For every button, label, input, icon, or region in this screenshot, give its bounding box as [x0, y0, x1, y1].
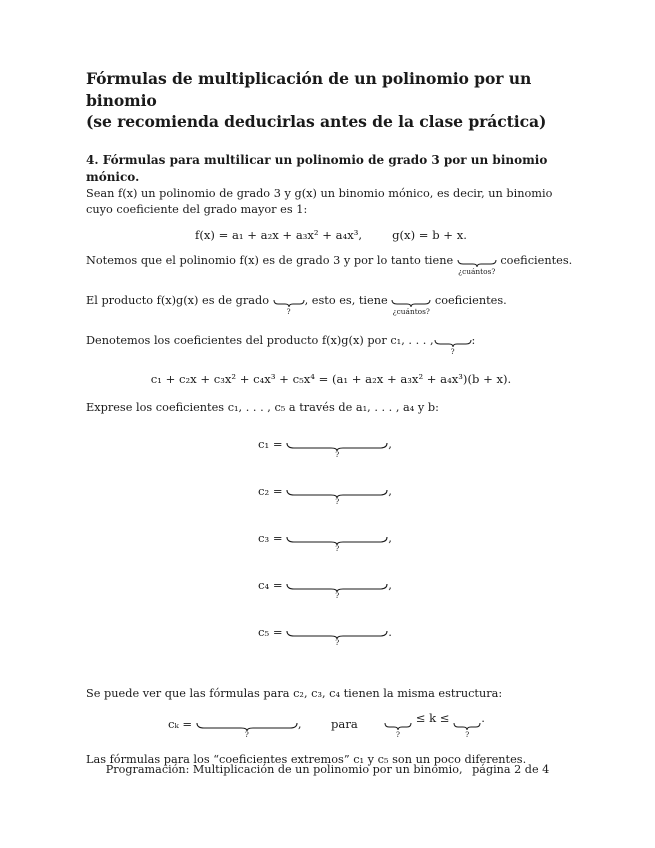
equation-product: c₁ + c₂x + c₃x² + c₄x³ + c₅x⁴ = (a₁ + a₂x + a₃x² + a₄x³)(b + x).	[150, 372, 512, 387]
answer-blank-brace[interactable]	[286, 577, 388, 599]
equation-end: ,	[388, 483, 392, 498]
brace-label: ?	[335, 543, 340, 553]
equation-c4	[258, 577, 392, 599]
title-line-2: (se recomienda deducirlas antes de la clase práctica)	[86, 112, 547, 132]
general-comma: ,	[297, 716, 302, 731]
producto-text-a: El producto	[86, 294, 157, 308]
equation-end: ,	[388, 577, 392, 592]
general-para: para	[331, 716, 358, 731]
producto-text-b: es de grado	[198, 294, 273, 308]
equation-lhs: c₄ =	[258, 577, 283, 592]
equation-end: .	[388, 624, 392, 639]
estructura-cs: c₂, c₃, c₄	[293, 686, 341, 700]
intro-text-a: Sean	[86, 186, 119, 200]
answer-blank-brace[interactable]	[384, 716, 412, 738]
notemos-text-d: coeficientes.	[496, 254, 573, 268]
exprese-b: b	[427, 400, 436, 414]
notemos-text-b: es de grado	[258, 254, 334, 268]
estructura-text-a: Se puede ver que las fórmulas para	[86, 686, 294, 700]
brace-label: ?	[335, 496, 340, 506]
denotemos-c1: c₁, . . . ,	[390, 334, 434, 348]
page-content	[86, 68, 576, 768]
answer-blank-brace[interactable]	[273, 293, 305, 315]
answer-blank-brace[interactable]	[286, 624, 388, 646]
equation-lhs: c₅ =	[258, 624, 283, 639]
intro-text-e: :	[303, 202, 308, 216]
brace-label: ?	[335, 590, 340, 600]
brace-label: ¿cuántos?	[392, 307, 430, 317]
notemos-text-a: Notemos que el polinomio	[86, 254, 240, 268]
brace-label: ?	[335, 637, 340, 647]
denotemos-fg: f(x)g(x)	[321, 334, 364, 348]
denotemos-colon: :	[471, 334, 476, 348]
denotemos-text-b: por	[363, 334, 391, 348]
extremos-text-c: son un poco diferentes.	[388, 752, 527, 766]
section-heading: 4. Fórmulas para multilicar un polinomio de grado 3 por un binomio mónico.	[86, 152, 548, 184]
equation-end: ,	[388, 436, 392, 451]
exprese-cs: c₁, . . . , c₅	[227, 400, 286, 414]
title-line-1: Fórmulas de multiplicación de un polinomio por un binomio	[86, 69, 532, 110]
answer-blank-brace[interactable]	[434, 333, 472, 355]
answer-blank-brace[interactable]	[286, 483, 388, 505]
intro-text-c: y	[280, 186, 295, 200]
brace-label: ?	[244, 729, 249, 739]
intro-paragraph	[86, 186, 576, 218]
notemos-text-c: y por lo tanto tiene	[340, 254, 457, 268]
intro-fx: f(x)	[118, 186, 138, 200]
brace-label: ?	[450, 347, 455, 357]
extremos-c5: c₅	[377, 752, 389, 766]
exprese-text-b: a través de	[285, 400, 356, 414]
answer-blank-brace[interactable]	[286, 530, 388, 552]
section-4	[86, 152, 576, 768]
answer-blank-brace[interactable]	[286, 436, 388, 458]
notemos-degree: 3	[333, 254, 341, 268]
brace-label: ?	[396, 729, 400, 739]
equation-lhs: c₃ =	[258, 530, 283, 545]
answer-blank-brace[interactable]	[391, 293, 431, 315]
intro-degree: 3	[273, 186, 281, 200]
producto-text-d: coeficientes.	[431, 294, 507, 308]
equation-c3	[258, 530, 392, 552]
exprese-text-a: Exprese los coeficientes	[86, 400, 228, 414]
extremos-text-b: y	[364, 752, 378, 766]
exprese-text-d: :	[435, 400, 439, 414]
estructura-text-b: tienen la misma estructura:	[340, 686, 503, 700]
brace-label: ?	[335, 449, 340, 459]
notemos-paragraph	[86, 253, 576, 283]
answer-blank-brace[interactable]	[457, 253, 497, 275]
exprese-paragraph	[86, 400, 576, 416]
footer-page-number: página 2 de 4	[472, 763, 550, 776]
equation-end: ,	[388, 530, 392, 545]
extremos-text-a: Las fórmulas para los “coeficientes extremos”	[86, 752, 354, 766]
brace-label: ?	[286, 307, 291, 317]
extremos-c1: c₁	[353, 752, 365, 766]
page-footer	[0, 762, 655, 778]
general-inequality: ≤ k ≤	[415, 710, 450, 725]
equation-c5	[258, 624, 392, 646]
equation-lhs: c₁ =	[258, 436, 283, 451]
page-title	[86, 68, 576, 133]
intro-text-d: un binomio mónico, es decir, un binomio cuyo coeficiente del grado mayor es	[86, 186, 553, 216]
notemos-fx: f(x)	[239, 254, 259, 268]
denotemos-text-a: Denotemos los coeficientes del producto	[86, 334, 322, 348]
exprese-as: a₁, . . . , a₄	[355, 400, 415, 414]
general-formula	[86, 712, 576, 756]
equation-lhs: c₂ =	[258, 483, 283, 498]
equation-g: g(x) = b + x.	[392, 227, 467, 242]
equation-c1	[258, 436, 392, 458]
intro-gx: g(x)	[294, 186, 317, 200]
general-end: .	[481, 710, 485, 725]
display-equation-product	[86, 371, 576, 387]
equation-f: f(x) = a₁ + a₂x + a₃x² + a₄x³,	[195, 227, 363, 242]
denotemos-paragraph	[86, 333, 576, 361]
general-lhs: cₖ =	[168, 716, 193, 731]
coefficient-equations	[86, 436, 576, 686]
answer-blank-brace[interactable]	[196, 716, 298, 738]
equation-c2	[258, 483, 392, 505]
intro-text-b: un polinomio de grado	[137, 186, 274, 200]
display-equation-fg	[86, 227, 576, 243]
producto-fg: f(x)g(x)	[156, 294, 199, 308]
footer-text: Programación: Multiplicación de un polinomio por un binomio,	[105, 763, 463, 776]
estructura-paragraph	[86, 686, 576, 702]
intro-one: 1	[296, 202, 304, 216]
producto-paragraph	[86, 293, 576, 327]
producto-text-c: , esto es, tiene	[304, 294, 392, 308]
answer-blank-brace[interactable]	[453, 716, 481, 738]
brace-label: ¿cuántos?	[458, 267, 496, 277]
exprese-text-c: y	[414, 400, 428, 414]
brace-label: ?	[465, 729, 470, 739]
